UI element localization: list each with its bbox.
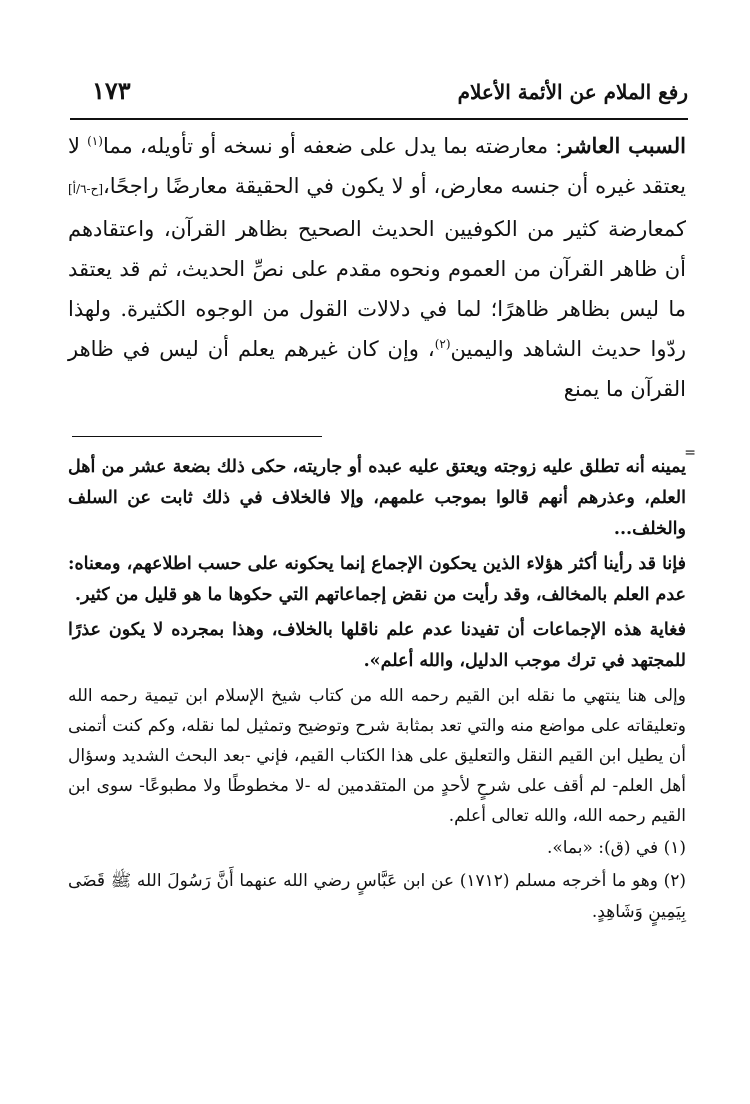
main-text-part-3: كمعارضة كثير من الكوفيين الحديث الصحيح بظاهر القرآن، واعتقادهم أن ظاهر القرآن من العموم ونحوه مقدم على نصِّ الحديث، ثم قد يعتقد ما ليس بظاهر ظاهرًا؛ لما في دلالات القول من الوجوه الكثيرة. ولهذا ردّوا حديث الشاهد واليمين xyxy=(68,217,686,361)
footnote-quote-para-1: يمينه أنه تطلق عليه زوجته ويعتق عليه عبده أو جاريته، حكى ذلك بضعة عشر من أهل العلم، وعذرهم أنهم قالوا بموجب علمهم، وإلا فالخلاف في ذلك ثابت عن السلف والخلف... xyxy=(68,457,686,539)
manuscript-marker: [ح-٦/أ] xyxy=(68,182,103,196)
footnote-commentary: وإلى هنا ينتهي ما نقله ابن القيم رحمه الله من كتاب شيخ الإسلام ابن تيمية رحمه الله وتعليقاته على مواضع منه والتي تعد بمثابة شرح وتوضيح وتمثيل لما نقله، وكم كنت أتمنى أن يطيل ابن القيم النقل والتعليق على هذا الكتاب القيم، فإني -بعد البحث الشديد وسؤال أهل العلم- لم أقف على شرحٍ لأحدٍ من المتقدمين له -لا مخطوطًا ولا مطبوعًا- سوى ابن القيم رحمه الله، والله تعالى أعلم. xyxy=(68,686,686,826)
footnote-separator xyxy=(72,436,322,437)
page-number: ١٧٣ xyxy=(92,76,131,105)
footnote-ref-1: (١) xyxy=(87,134,103,148)
footnote-ref-2: (٢) xyxy=(434,337,451,351)
main-text-part-2: لا يعتقد غيره أن جنسه معارض، أو لا يكون في الحقيقة معارضًا راجحًا، xyxy=(68,134,686,198)
main-text-part-4: ، وإن كان غيرهم يعلم أن ليس في ظاهر القرآن ما يمنع xyxy=(68,337,686,401)
running-header xyxy=(70,74,688,114)
footnote-1: (١) في (ق): «بما». xyxy=(546,838,686,858)
footnote-2: (٢) وهو ما أخرجه مسلم (١٧١٢) عن ابن عَبَّاسٍ رضي الله عنهما أَنَّ رَسُولَ الله ﷺ قَضَى بِيَمِينٍ وَشَاهِدٍ. xyxy=(68,871,686,922)
header-rule xyxy=(70,118,688,120)
book-title: رفع الملام عن الأئمة الأعلام xyxy=(457,80,688,104)
section-lead: السبب العاشر xyxy=(562,133,686,158)
main-text-part-1: : معارضته بما يدل على ضعفه أو نسخه أو تأويله، مما xyxy=(102,134,563,158)
continuation-mark: = xyxy=(684,445,696,461)
footnotes xyxy=(68,452,686,928)
footnote-quote-para-2: فإنا قد رأينا أكثر هؤلاء الذين يحكون الإجماع إنما يحكونه على حسب اطلاعهم، ومعناه: عدم العلم بالمخالف، وقد رأيت من نقض إجماعاتهم التي حكوها ما هو قليل من كثير. xyxy=(68,554,686,605)
footnote-quote-para-3: فغاية هذه الإجماعات أن تفيدنا عدم علم ناقلها بالخلاف، وهذا بمجرده لا يكون عذرًا للمجتهد في ترك موجب الدليل، والله أعلم». xyxy=(68,620,686,671)
main-text xyxy=(68,126,686,409)
